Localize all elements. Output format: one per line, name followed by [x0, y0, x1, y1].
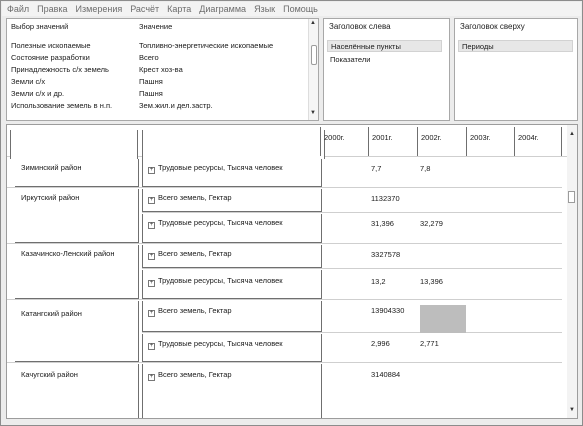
row-divider — [7, 362, 562, 363]
scroll-thumb[interactable] — [311, 45, 317, 65]
settings-area — [6, 18, 578, 121]
value-cell[interactable]: 7,7 — [371, 164, 382, 173]
indicator-label: Трудовые ресурсы, Тысяча человек — [158, 276, 283, 285]
values-row-value[interactable]: Зем.жил.и дел.застр. — [139, 101, 213, 110]
top-header-item[interactable]: Периоды — [458, 40, 573, 52]
district-cell[interactable] — [15, 245, 139, 299]
menu-calculation[interactable]: Расчёт — [130, 4, 160, 14]
indicator-label: Всего земель, Гектар — [158, 306, 232, 315]
pivot-grid — [6, 124, 578, 419]
expand-plus-icon[interactable]: + — [149, 167, 154, 173]
row-divider — [142, 332, 562, 333]
district-column-header[interactable] — [10, 130, 138, 159]
left-header-title: Заголовок слева — [329, 22, 391, 31]
values-row-name: Использование земель в н.п. — [11, 101, 113, 110]
indicator-cell[interactable] — [142, 245, 322, 268]
menu-bar — [2, 2, 581, 16]
district-label: Казачинско-Ленский район — [21, 249, 115, 258]
value-cell[interactable]: 3140884 — [371, 370, 401, 379]
value-cell[interactable]: 32,279 — [420, 219, 443, 228]
expand-plus-icon[interactable]: + — [149, 343, 154, 349]
menu-language[interactable]: Язык — [254, 4, 276, 14]
menu-dimensions[interactable]: Измерения — [75, 4, 123, 14]
district-cell[interactable] — [15, 159, 139, 187]
value-cell[interactable]: 3327578 — [371, 250, 401, 259]
left-header-item[interactable]: Населённые пункты — [327, 40, 442, 52]
menu-map[interactable]: Карта — [167, 4, 192, 14]
expand-plus-icon[interactable]: + — [149, 253, 154, 259]
scroll-down-icon[interactable]: ▼ — [310, 110, 316, 116]
value-cell[interactable]: 7,8 — [420, 164, 431, 173]
scroll-thumb[interactable] — [568, 191, 575, 203]
year-column-header[interactable]: 2001г. — [368, 127, 417, 156]
indicator-label: Всего земель, Гектар — [158, 370, 232, 379]
year-column-header[interactable]: 2004г. — [514, 127, 562, 156]
indicator-cell[interactable] — [142, 159, 322, 187]
indicator-label: Всего земель, Гектар — [158, 193, 232, 202]
district-cell[interactable] — [15, 364, 139, 419]
values-header-name: Выбор значений — [11, 22, 69, 31]
left-header-panel — [323, 18, 450, 121]
year-column-header[interactable]: 2003г. — [466, 127, 514, 156]
indicator-label: Всего земель, Гектар — [158, 249, 232, 258]
values-header-value: Значение — [139, 22, 173, 31]
district-label: Зиминский район — [21, 163, 82, 172]
row-divider — [7, 299, 562, 300]
year-column-header[interactable]: 2000г. — [320, 127, 368, 156]
values-row-value[interactable]: Крест хоз-ва — [139, 65, 183, 74]
values-row-value[interactable]: Пашня — [139, 77, 163, 86]
value-cell[interactable]: 2,996 — [371, 339, 390, 348]
indicator-label: Трудовые ресурсы, Тысяча человек — [158, 218, 283, 227]
expand-plus-icon[interactable]: + — [149, 197, 154, 203]
value-cell[interactable]: 31,396 — [371, 219, 394, 228]
row-divider — [142, 268, 562, 269]
values-row-value[interactable]: Пашня — [139, 89, 163, 98]
values-row-name: Полезные ископаемые — [11, 41, 91, 50]
values-selection-panel — [6, 18, 319, 121]
left-header-item[interactable]: Показатели — [330, 55, 371, 64]
menu-edit[interactable]: Правка — [37, 4, 68, 14]
district-label: Качугский район — [21, 370, 78, 379]
district-cell[interactable] — [15, 301, 139, 362]
menu-file[interactable]: Файл — [7, 4, 30, 14]
values-scrollbar[interactable] — [308, 19, 318, 120]
district-label: Иркутский район — [21, 193, 80, 202]
expand-plus-icon[interactable]: + — [149, 310, 154, 316]
scroll-down-icon[interactable]: ▼ — [569, 407, 575, 413]
indicator-cell[interactable] — [142, 301, 322, 332]
indicator-cell[interactable] — [142, 189, 322, 212]
indicator-label: Трудовые ресурсы, Тысяча человек — [158, 339, 283, 348]
scroll-up-icon[interactable]: ▲ — [310, 20, 316, 26]
row-divider — [7, 243, 562, 244]
menu-chart[interactable]: Диаграмма — [199, 4, 247, 14]
value-cell[interactable]: 13904330 — [371, 306, 405, 315]
values-row-value[interactable]: Всего — [139, 53, 159, 62]
scroll-up-icon[interactable]: ▲ — [569, 131, 575, 137]
grid-scrollbar[interactable] — [567, 125, 577, 418]
indicator-column-header[interactable] — [142, 130, 325, 159]
district-cell[interactable] — [15, 189, 139, 243]
row-divider — [142, 212, 562, 213]
year-column-header[interactable]: 2002г. — [417, 127, 466, 156]
indicator-cell[interactable] — [142, 214, 322, 243]
indicator-cell[interactable] — [142, 364, 322, 419]
expand-plus-icon[interactable]: + — [149, 280, 154, 286]
values-row-name: Земли с/х и др. — [11, 89, 65, 98]
expand-plus-icon[interactable]: + — [149, 222, 154, 228]
menu-help[interactable]: Помощь — [283, 4, 318, 14]
value-cell[interactable]: 2,771 — [420, 339, 439, 348]
value-cell[interactable]: 1132370 — [371, 194, 400, 203]
values-row-name: Состояние разработки — [11, 53, 90, 62]
top-header-panel — [454, 18, 578, 121]
values-row-name: Принадлежность с/х земель — [11, 65, 109, 74]
value-cell[interactable]: 13,2 — [371, 277, 386, 286]
expand-plus-icon[interactable]: + — [149, 374, 154, 380]
indicator-cell[interactable] — [142, 270, 322, 299]
district-label: Катангский район — [21, 309, 82, 318]
selected-cell-highlight[interactable] — [420, 305, 466, 333]
top-header-title: Заголовок сверху — [460, 22, 525, 31]
indicator-label: Трудовые ресурсы, Тысяча человек — [158, 163, 283, 172]
values-row-name: Земли с/х — [11, 77, 46, 86]
row-divider — [7, 187, 562, 188]
value-cell[interactable]: 13,396 — [420, 277, 443, 286]
values-row-value[interactable]: Топливно-энергетические ископаемые — [139, 41, 274, 50]
indicator-cell[interactable] — [142, 334, 322, 362]
